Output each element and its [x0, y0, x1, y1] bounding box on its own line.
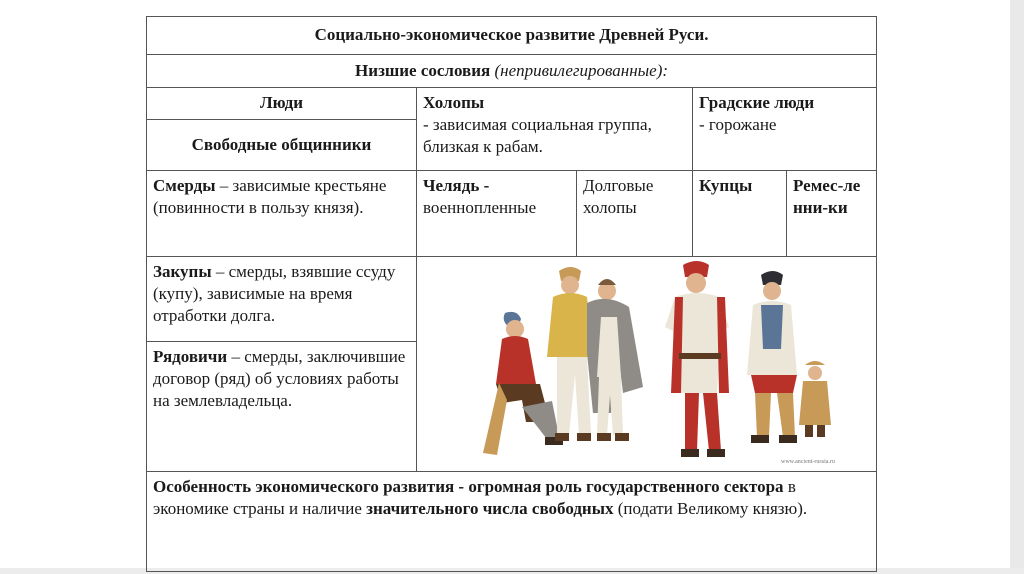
figure-man-gray-cloak: [587, 279, 643, 441]
figure-child: [799, 361, 831, 437]
ryadovichi-desc: – смерды, заключившие договор (ряд) об условиях работы на землевладельца.: [153, 346, 406, 410]
kholopy-title: Холопы: [423, 93, 485, 112]
smerdy-cell: [147, 171, 417, 257]
table-title: Социально-экономическое развитие Древней Руси.: [147, 17, 877, 55]
dolgovye-cell: Долговые холопы: [577, 171, 693, 257]
zakupy-cell: [147, 257, 417, 342]
footer-part2: в экономике страны и наличие: [153, 477, 796, 519]
image-credit: www.ancient-russia.ru: [781, 459, 835, 465]
slide-edge: [1010, 0, 1024, 574]
kuptsy-cell: Купцы: [693, 171, 787, 257]
gradskie-desc: - горожане: [699, 115, 777, 135]
medieval-people-illustration: [417, 257, 875, 471]
kholopy-desc: - зависимая социальная группа, близкая к рабам.: [423, 115, 652, 157]
zakupy-desc: – смерды, взявшие ссуду (купу), зависимые на время отработки долга.: [153, 262, 396, 326]
footer-part4: (подати Великому князю).: [613, 499, 808, 519]
smerdy-desc: – зависимые крестьяне (повинности в пользу князя).: [153, 176, 387, 218]
social-table: [146, 16, 877, 572]
footer-cell: [147, 472, 877, 572]
smerdy-term: Смерды: [153, 176, 216, 195]
footer-part1: Особенность экономического развития - огромная роль государственного сектора: [153, 477, 784, 496]
subtitle-bold: Низшие сословия: [355, 60, 491, 80]
footer-part3: значительного числа свободных: [366, 499, 614, 519]
table-subtitle: [147, 55, 877, 88]
chelyad-cell: [417, 171, 577, 257]
zakupy-term: Закупы: [153, 262, 212, 281]
gradskie-cell: [693, 88, 877, 171]
ryadovichi-term: Рядовичи: [153, 346, 228, 366]
free-commoners: Свободные общинники: [147, 120, 417, 171]
chelyad-desc: военнопленные: [423, 198, 537, 218]
ryadovichi-cell: [147, 341, 417, 471]
illustration-cell: [417, 257, 877, 472]
people-header: Люди: [147, 88, 417, 120]
figure-man-red-white: [665, 261, 729, 457]
gradskie-title: Градские люди: [699, 93, 815, 112]
figure-man-blue-vest: [747, 271, 797, 443]
kholopy-cell: [417, 88, 693, 171]
chelyad-term: Челядь -: [423, 176, 490, 195]
remeslenniki-cell: Ремес-ленни-ки: [787, 171, 877, 257]
subtitle-italic: (непривилегированные):: [490, 60, 669, 80]
